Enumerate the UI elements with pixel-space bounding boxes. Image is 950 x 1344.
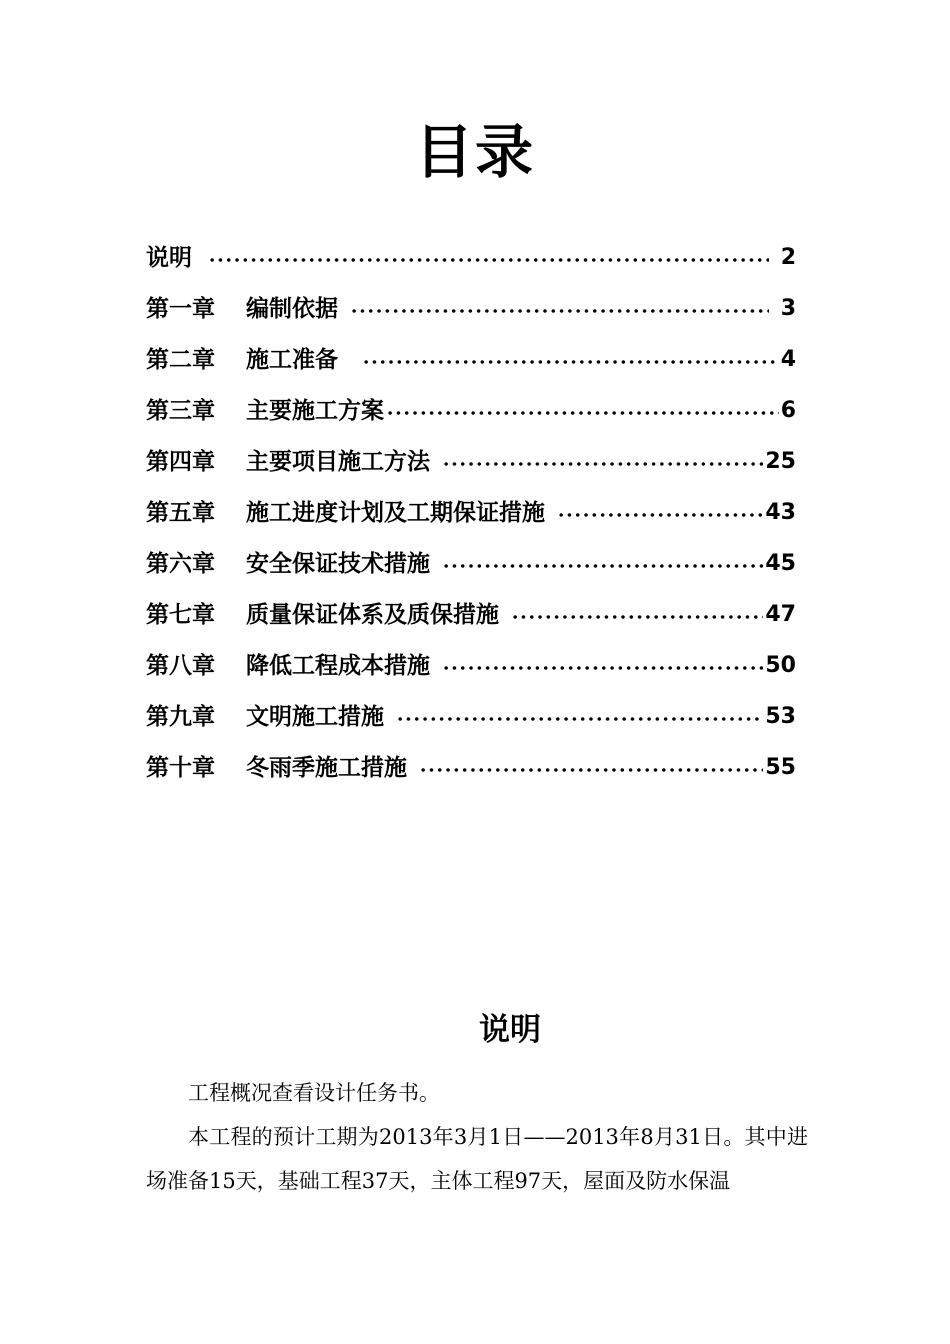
section-title: 说明 — [479, 1012, 541, 1048]
toc-chapter-title: 文明施工措施 — [246, 703, 384, 730]
toc-chapter-title: 冬雨季施工措施 — [246, 754, 407, 781]
toc-entry-chapter-4[interactable] — [146, 436, 796, 487]
toc-chapter-number: 第九章 — [146, 703, 215, 730]
toc-chapter-title: 施工准备 — [246, 346, 338, 373]
toc-chapter-title: 安全保证技术措施 — [246, 550, 430, 577]
toc-chapter-number: 第八章 — [146, 652, 215, 679]
toc-chapter-number: 第一章 — [146, 295, 215, 322]
toc-entry-chapter-10[interactable] — [146, 742, 796, 793]
toc-page-number: 43 — [765, 499, 796, 525]
toc-leader-dots — [511, 614, 763, 620]
toc-page-number: 47 — [765, 601, 796, 627]
toc-page-number: 53 — [765, 703, 796, 729]
toc-leader-dots — [396, 716, 763, 722]
toc-leader-dots — [557, 512, 763, 518]
toc-chapter-number: 第五章 — [146, 499, 215, 526]
toc-leader-dots — [442, 563, 763, 569]
toc-chapter-title: 主要项目施工方法 — [246, 448, 430, 475]
toc-page-number: 3 — [780, 295, 796, 321]
toc-chapter-title: 主要施工方案 — [246, 397, 384, 424]
toc-entry-chapter-6[interactable] — [146, 538, 796, 589]
toc-page-number: 45 — [765, 550, 796, 576]
toc-entry-chapter-3[interactable] — [146, 385, 796, 436]
toc-entry-label: 说明 — [146, 244, 192, 271]
toc-chapter-title: 降低工程成本措施 — [246, 652, 430, 679]
toc-chapter-number: 第六章 — [146, 550, 215, 577]
toc-chapter-number: 第七章 — [146, 601, 215, 628]
toc-page-number: 4 — [780, 346, 796, 372]
section-paragraph: 本工程的预计工期为2013年3月1日——2013年8月31日。其中进场准备15天，基础工程37天，主体工程97天，屋面及防水保温 — [146, 1125, 808, 1193]
toc-entry-chapter-2[interactable] — [146, 334, 796, 385]
toc-leader-dots — [386, 410, 779, 416]
toc-leader-dots — [442, 461, 763, 467]
toc-chapter-title: 编制依据 — [246, 295, 338, 322]
toc-chapter-number: 第二章 — [146, 346, 215, 373]
section-paragraph: 工程概况查看设计任务书。 — [188, 1081, 440, 1105]
toc-leader-dots — [419, 767, 763, 773]
toc-page-number: 50 — [765, 652, 796, 678]
toc-chapter-number: 第十章 — [146, 754, 215, 781]
toc-entry-chapter-8[interactable] — [146, 640, 796, 691]
toc-page-number: 55 — [765, 754, 796, 780]
toc-chapter-number: 第四章 — [146, 448, 215, 475]
toc-entry-chapter-9[interactable] — [146, 691, 796, 742]
toc-leader-dots — [362, 359, 779, 365]
toc-leader-dots — [208, 257, 769, 263]
toc-chapter-number: 第三章 — [146, 397, 215, 424]
toc-entry-chapter-5[interactable] — [146, 487, 796, 538]
table-of-contents — [146, 232, 796, 793]
toc-page-number: 2 — [780, 244, 796, 270]
toc-entry-intro[interactable] — [146, 232, 796, 283]
toc-chapter-title: 施工进度计划及工期保证措施 — [246, 499, 545, 526]
toc-leader-dots — [442, 665, 763, 671]
toc-page-number: 25 — [765, 448, 796, 474]
toc-leader-dots — [350, 308, 769, 314]
toc-title: 目录 — [414, 118, 535, 186]
toc-entry-chapter-7[interactable] — [146, 589, 796, 640]
toc-chapter-title: 质量保证体系及质保措施 — [246, 601, 499, 628]
toc-entry-chapter-1[interactable] — [146, 283, 796, 334]
toc-page-number: 6 — [780, 397, 796, 423]
